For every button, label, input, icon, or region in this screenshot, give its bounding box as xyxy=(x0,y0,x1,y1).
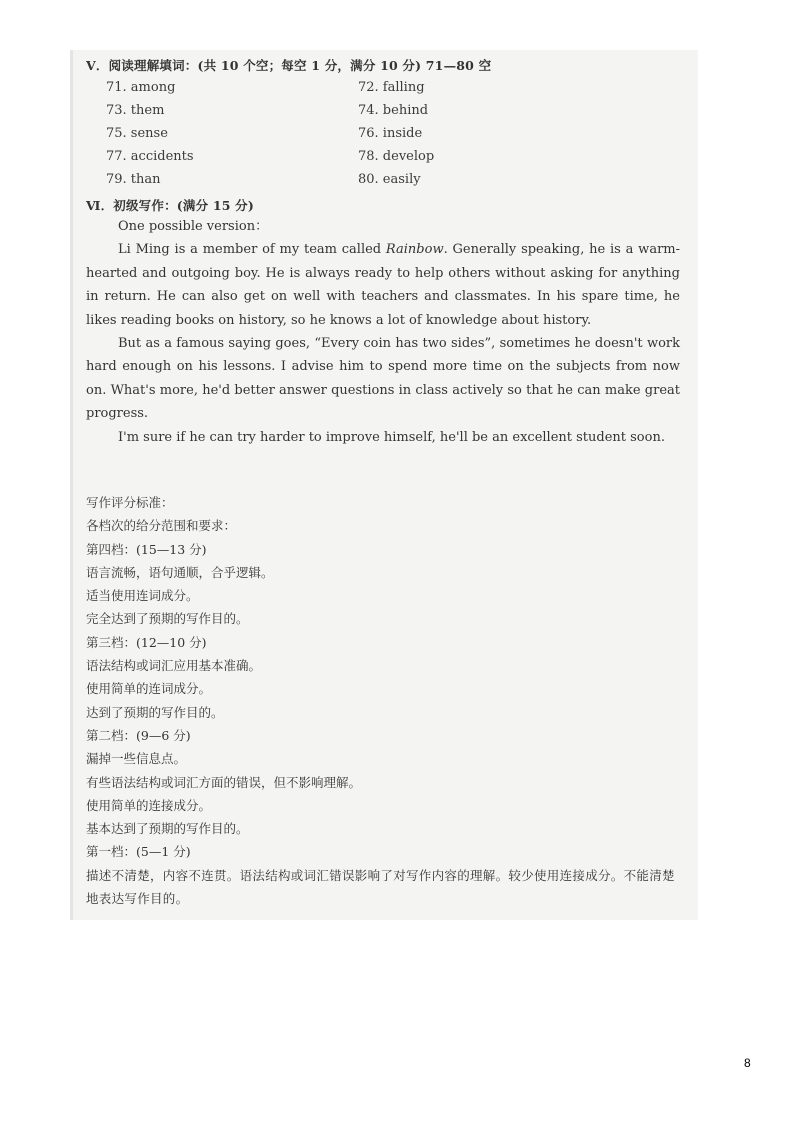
answer-item: 74. behind xyxy=(358,103,429,118)
essay-text: Li Ming is a member of my team called xyxy=(118,242,386,258)
scoring-rubric xyxy=(86,491,686,910)
sample-essay xyxy=(86,215,680,449)
rubric-line: 完全达到了预期的写作目的。 xyxy=(86,611,249,627)
rubric-line: 第三档：(12—10 分) xyxy=(86,634,207,650)
rubric-line: 各档次的给分范围和要求： xyxy=(86,518,237,534)
rubric-line: 语言流畅，语句通顺，合乎逻辑。 xyxy=(86,564,274,580)
answer-item: 77. accidents xyxy=(106,149,194,164)
rubric-line: 第一档：(5—1 分) xyxy=(86,844,191,860)
answer-item: 80. easily xyxy=(358,172,421,187)
rubric-line: 有些语法结构或词汇方面的错误，但不影响理解。 xyxy=(86,774,362,790)
section-6-title: Ⅵ．初级写作：(满分 15 分) xyxy=(86,198,255,213)
answer-item: 73. them xyxy=(106,103,165,118)
rubric-line: 写作评分标准： xyxy=(86,495,174,510)
rubric-line: 基本达到了预期的写作目的。 xyxy=(86,821,249,837)
answer-item: 72. falling xyxy=(358,80,425,95)
rubric-line: 达到了预期的写作目的。 xyxy=(86,704,224,720)
rubric-line: 适当使用连词成分。 xyxy=(86,588,199,604)
answer-item: 75. sense xyxy=(106,126,168,141)
rubric-line: 第二档：(9—6 分) xyxy=(86,727,191,743)
rubric-line: 描述不清楚，内容不连贯。语法结构或词汇错误影响了对写作内容的理解。较少使用连接成分。不能清楚地表达写作目的。 xyxy=(86,867,675,907)
rubric-line: 使用简单的连接成分。 xyxy=(86,797,212,813)
page-number: 8 xyxy=(744,1056,751,1070)
answer-item: 71. among xyxy=(106,80,176,95)
team-name: Rainbow xyxy=(385,242,444,258)
section-5-title: V．阅读理解填词：(共 10 个空；每空 1 分，满分 10 分) 71—80 空 xyxy=(86,58,492,73)
answer-item: 79. than xyxy=(106,172,161,187)
rubric-line: 使用简单的连词成分。 xyxy=(86,681,212,697)
essay-paragraph-1 xyxy=(86,238,680,332)
rubric-line: 第四档：(15—13 分) xyxy=(86,541,207,557)
rubric-line: 语法结构或词汇应用基本准确。 xyxy=(86,658,262,674)
essay-intro: One possible version： xyxy=(118,219,269,234)
essay-text: . Generally speaking, he is a warm-hearted and outgoing boy. He is always ready to help others without asking for anything in return. He can also get on well with teachers and classmates. In his spare time, he likes reading books on history, so he knows a lot of knowledge about history. xyxy=(86,242,680,328)
essay-paragraph-3: I'm sure if he can try harder to improve himself, he'll be an excellent student soon. xyxy=(118,429,665,445)
answer-item: 76. inside xyxy=(358,126,423,141)
essay-paragraph-2: But as a famous saying goes, “Every coin has two sides”, sometimes he doesn't work hard enough on his lessons. I advise him to spend more time on the subjects from now on. What's more, he'd better answer questions in class actively so that he can make great progress. xyxy=(86,336,680,422)
rubric-line: 漏掉一些信息点。 xyxy=(86,751,187,767)
answer-item: 78. develop xyxy=(358,149,435,164)
